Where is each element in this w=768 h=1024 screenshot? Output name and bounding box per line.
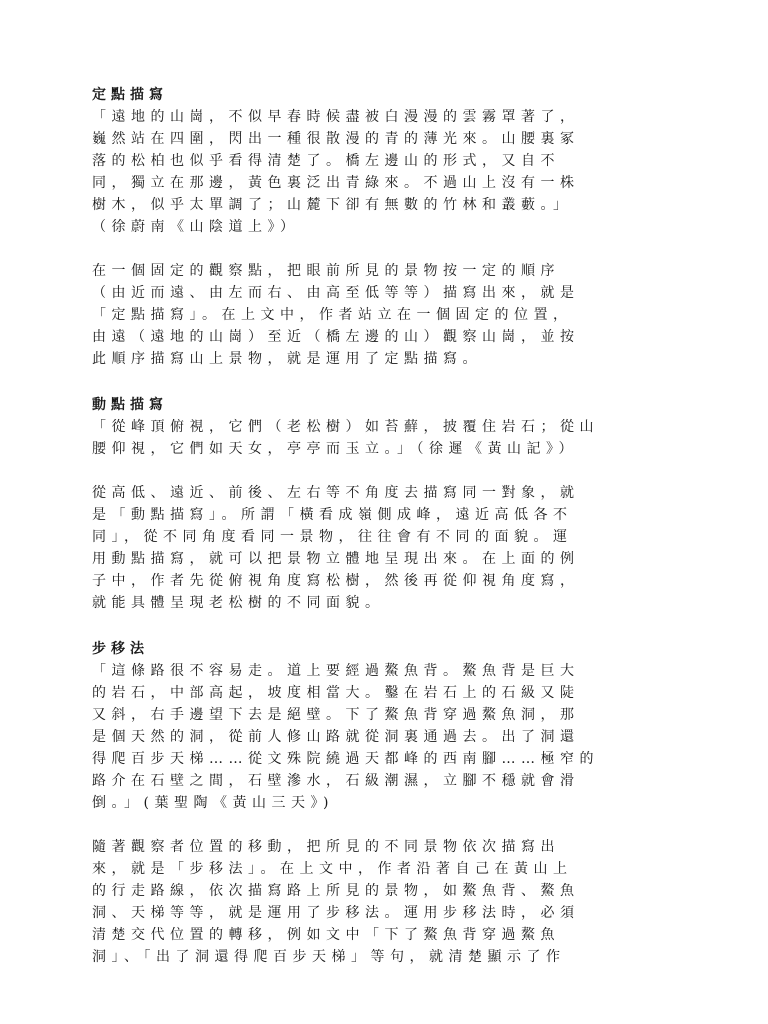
text-line: 得爬百步天梯……從文殊院繞過天都峰的西南腳……極窄的	[92, 751, 599, 767]
text-line: 同」，從不同角度看同一景物，往往會有不同的面貌。運	[92, 529, 573, 545]
text-line: 清楚交代位置的轉移，例如文中「下了鰲魚背穿過鰲魚	[92, 927, 560, 943]
section-heading: 步移法	[92, 641, 149, 657]
text-line: 「遠地的山崗，不似早春時候盡被白漫漫的雲霧罩著了，	[92, 109, 580, 125]
text-line: 倒。」(葉聖陶《黃山三天》)	[92, 795, 334, 811]
quote-paragraph	[92, 660, 692, 814]
text-line: 來，就是「步移法」。在上文中，作者沿著自己在黃山上	[92, 861, 573, 877]
text-line: 是「動點描寫」。所謂「橫看成嶺側成峰，遠近高低各不	[92, 507, 573, 523]
section-fixed-point	[92, 84, 692, 370]
text-line: 同，獨立在那邊，黃色裏泛出青綠來。不過山上沒有一株	[92, 175, 580, 191]
document-page	[92, 84, 692, 968]
text-line: 「這條路很不容易走。道上要經過鰲魚背。鰲魚背是巨大	[92, 663, 580, 679]
text-line: 用動點描寫，就可以把景物立體地呈現出來。在上面的例	[92, 551, 580, 567]
explanation-paragraph	[92, 482, 692, 614]
text-line: 子中，作者先從俯視角度寫松樹，然後再從仰視角度寫，	[92, 573, 580, 589]
text-line: 的行走路線，依次描寫路上所見的景物，如鰲魚背、鰲魚	[92, 883, 580, 899]
text-line: 隨著觀察者位置的移動，把所見的不同景物依次描寫出	[92, 839, 560, 855]
text-line: 「從峰頂俯視，它們（老松樹）如苔蘚，披覆住岩石；從山	[92, 419, 599, 435]
text-line: 是個天然的洞，從前人修山路就從洞裏通過去。出了洞還	[92, 729, 580, 745]
text-line: （徐蔚南《山陰道上》）	[92, 219, 300, 235]
quote-paragraph	[92, 106, 692, 238]
text-line: 在一個固定的觀察點，把眼前所見的景物按一定的順序	[92, 263, 560, 279]
section-moving-point	[92, 394, 692, 614]
text-line: 的岩石，中部高起，坡度相當大。鑿在岩石上的石級又陡	[92, 685, 580, 701]
text-line: 此順序描寫山上景物，就是運用了定點描寫。	[92, 351, 482, 367]
text-line: 路介在石壁之間，石壁滲水，石級潮濕，立腳不穩就會滑	[92, 773, 580, 789]
quote-paragraph	[92, 416, 692, 460]
explanation-paragraph	[92, 260, 692, 370]
text-line: 樹木，似乎太單調了；山麓下卻有無數的竹林和叢藪。」	[92, 197, 573, 213]
explanation-paragraph	[92, 836, 692, 968]
text-line: 由遠（遠地的山崗）至近（橋左邊的山）觀察山崗，並按	[92, 329, 580, 345]
text-line: 又斜，右手邊望下去是絕壁。下了鰲魚背穿過鰲魚洞，那	[92, 707, 580, 723]
text-line: 腰仰視，它們如天女，亭亭而玉立。」（徐遲《黃山記》）	[92, 441, 578, 457]
text-line: 「定點描寫」。在上文中，作者站立在一個固定的位置，	[92, 307, 573, 323]
section-step-shift	[92, 638, 692, 968]
section-heading: 動點描寫	[92, 397, 168, 413]
text-line: 從高低、遠近、前後、左右等不角度去描寫同一對象，就	[92, 485, 580, 501]
text-line: （由近而遠、由左而右、由高至低等等）描寫出來，就是	[92, 285, 580, 301]
text-line: 落的松柏也似乎看得清楚了。橋左邊山的形式，又自不	[92, 153, 560, 169]
section-heading: 定點描寫	[92, 87, 168, 103]
text-line: 巍然站在四圍，閃出一種很散漫的青的薄光來。山腰裏冢	[92, 131, 580, 147]
text-line: 就能具體呈現老松樹的不同面貌。	[92, 595, 385, 611]
text-line: 洞、天梯等等，就是運用了步移法。運用步移法時，必須	[92, 905, 580, 921]
text-line: 洞」、「出了洞還得爬百步天梯」等句，就清楚顯示了作	[92, 949, 566, 965]
